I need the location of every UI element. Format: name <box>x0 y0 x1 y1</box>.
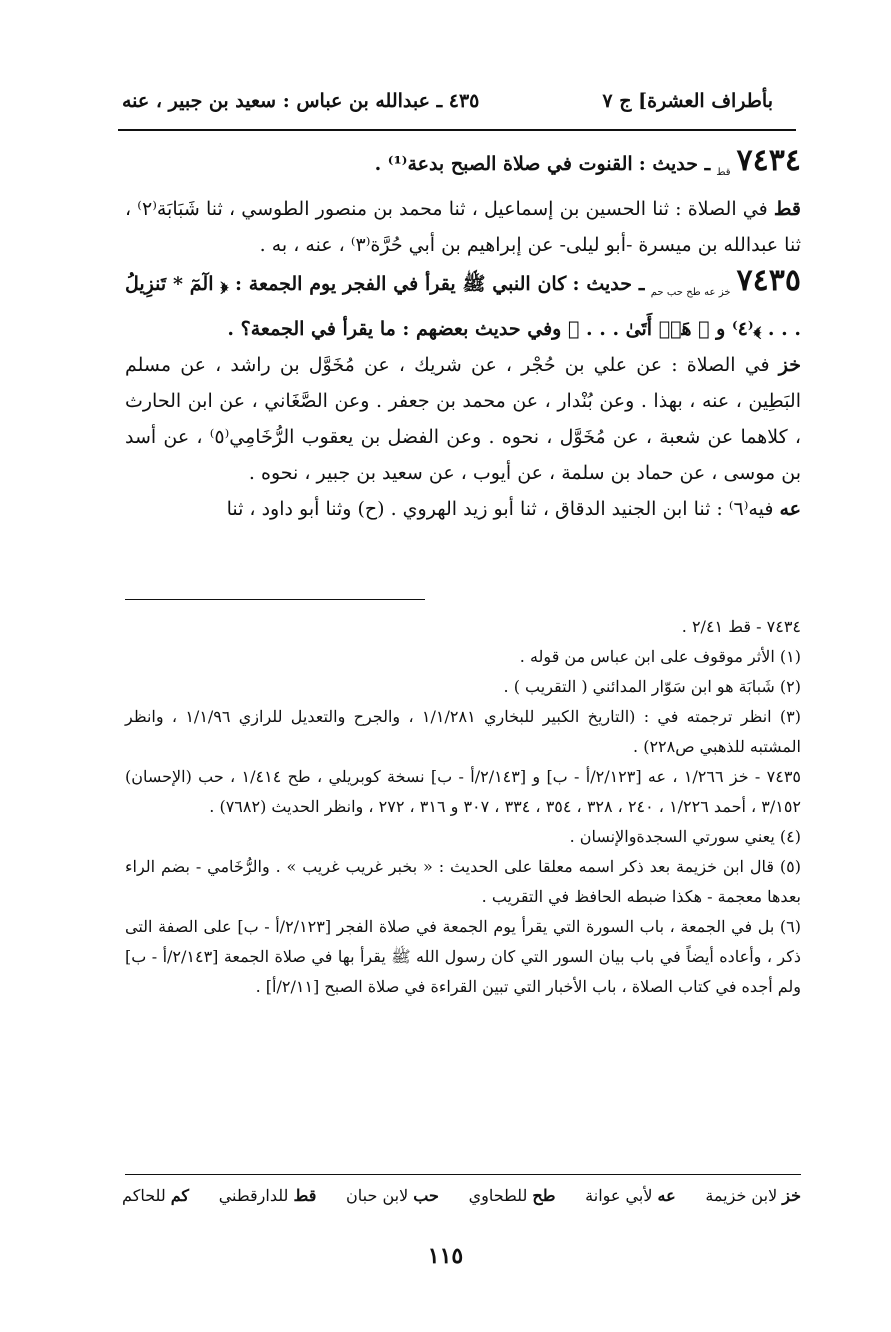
footnotes <box>125 612 801 1002</box>
source-sigla: خز <box>778 353 802 376</box>
hadith-text: كان النبي ﷺ يقرأ في الفجر يوم الجمعة : ﴿ الٓمٓ * تَنزِيلُ . . . ﴾⁽٤⁾ و ﴿ هَلۡ أَتَىٰ . . . ﴾ وفي حديث بعضهم : ما يقرأ في الجمعة؟ . <box>125 272 801 340</box>
hadith-source-codes: خز عه طح حب حم <box>650 286 731 298</box>
hadith-7435-isnad-2 <box>125 491 801 527</box>
footnote: ٧٤٣٤ - قط ٢/٤١ . <box>681 617 801 636</box>
main-text <box>125 143 801 527</box>
footnote: (٥) قال ابن خزيمة بعد ذكر اسمه معلقا على الحديث : « بخبر غريب غريب » . والرُّخَامي - بضم الراء بعدها معجمة - هكذا ضبطه الحافظ في التقريب . <box>125 857 801 906</box>
footnote: (٤) يعني سورتي السجدةوالإنسان . <box>569 827 801 846</box>
source-sigla: قط <box>773 197 802 220</box>
hadith-7435-heading <box>125 263 801 347</box>
isnad-text: في الصلاة : ثنا الحسين بن إسماعيل ، ثنا محمد بن منصور الطوسي ، ثنا شَبَابَة⁽٢⁾ ، ثنا عبدالله بن ميسرة -أبو ليلى- عن إبراهيم بن أبي حُرَّة⁽٣⁾ ، عنه ، به . <box>125 197 801 256</box>
isnad-text: فيه⁽٦⁾ : ثنا ابن الجنيد الدقاق ، ثنا أبو زيد الهروي . (ح) وثنا أبو داود ، ثنا <box>226 497 774 520</box>
abbreviation-item: طح للطحاوي <box>468 1186 556 1205</box>
abbreviation-item: كم للحاكم <box>122 1186 190 1205</box>
hadith-number: ٧٤٣٤ <box>736 143 801 178</box>
hadith-text: القنوت في صلاة الصبح بدعة⁽¹⁾ . <box>374 153 633 175</box>
abbreviations-key <box>122 1186 801 1205</box>
source-sigla: عه <box>779 497 801 520</box>
hadith-label: ـ حديث : <box>572 272 645 295</box>
footnote: (٦) بل في الجمعة ، باب السورة التي يقرأ يوم الجمعة في صلاة الفجر [٢/١٢٣/أ - ب] على الصفة التى ذكر ، وأعاده أيضاً في باب بيان السور التي كان رسول الله ﷺ يقرأ بها في صلاة الجمعة [٢/١٤٣/أ - ب] ولم أجده في كتاب الصلاة ، باب الأخبار التي تبين القراءة في صلاة الصبح [٢/١١/أ] . <box>125 917 802 996</box>
hadith-source-codes: قط <box>716 166 731 178</box>
footnote: (٢) شَبابَة هو ابن سَوّار المدائني ( التقريب ) . <box>503 677 801 696</box>
abbreviations-rule <box>125 1174 801 1175</box>
abbreviation-item: عه لأبي عوانة <box>585 1186 676 1205</box>
hadith-7434-heading <box>125 143 801 191</box>
abbreviation-item: قط للدارقطني <box>218 1186 317 1205</box>
footnote: ٧٤٣٥ - خز ١/٢٦٦ ، عه [٢/١٢٣/أ - ب] و [٢/١٤٣/أ - ب] نسخة كوبريلي ، طح ١/٤١٤ ، حب (الإحسان) ٣/١٥٢ ، أحمد ١/٢٢٦ ، ٢٤٠ ، ٣٢٨ ، ٣٥٤ ، ٣٣٤ ، ٣٠٧ و ٣١٦ ، ٢٧٢ ، وانظر الحديث (٧٦٨٢) . <box>125 767 801 816</box>
hadith-label: ـ حديث : <box>638 153 711 175</box>
footnote: (١) الأثر موقوف على ابن عباس من قوله . <box>519 647 801 666</box>
hadith-7434-isnad <box>125 191 801 263</box>
header-rule <box>118 129 796 131</box>
page-number: ١١٥ <box>427 1243 464 1269</box>
header-book-title: بأطراف العشرة] ج ٧ <box>602 90 773 112</box>
isnad-text: في الصلاة : عن علي بن حُجْر ، عن شريك ، عن مُخَوَّل بن راشد ، عن مسلم البَطِين ، عنه ، بهذا . وعن بُنْدار ، عن محمد بن جعفر . وعن الصَّغَاني ، عن ابن الحارث ، كلاهما عن شعبة ، عن مُخَوَّل ، نحوه . وعن الفضل بن يعقوب الرُّخَامِي⁽٥⁾ ، عن أسد بن موسى ، عن حماد بن سلمة ، عن أيوب ، عن سعيد بن جبير ، نحوه . <box>125 353 801 484</box>
abbreviation-item: خز لابن خزيمة <box>705 1186 801 1205</box>
hadith-number: ٧٤٣٥ <box>736 262 801 298</box>
footnote: (٣) انظر ترجمته في : (التاريخ الكبير للبخاري ١/١/٢٨١ ، والجرح والتعديل للرازي ١/١/٩٦ ، وانظر المشتبه للذهبي ص٢٢٨) . <box>125 707 801 756</box>
footnotes-rule <box>125 599 425 600</box>
header-chapter-title: ٤٣٥ ـ عبدالله بن عباس : سعيد بن جبير ، عنه <box>122 90 480 112</box>
running-header <box>122 84 773 118</box>
abbreviation-item: حب لابن حبان <box>346 1186 439 1205</box>
hadith-7435-isnad-1 <box>125 347 801 491</box>
